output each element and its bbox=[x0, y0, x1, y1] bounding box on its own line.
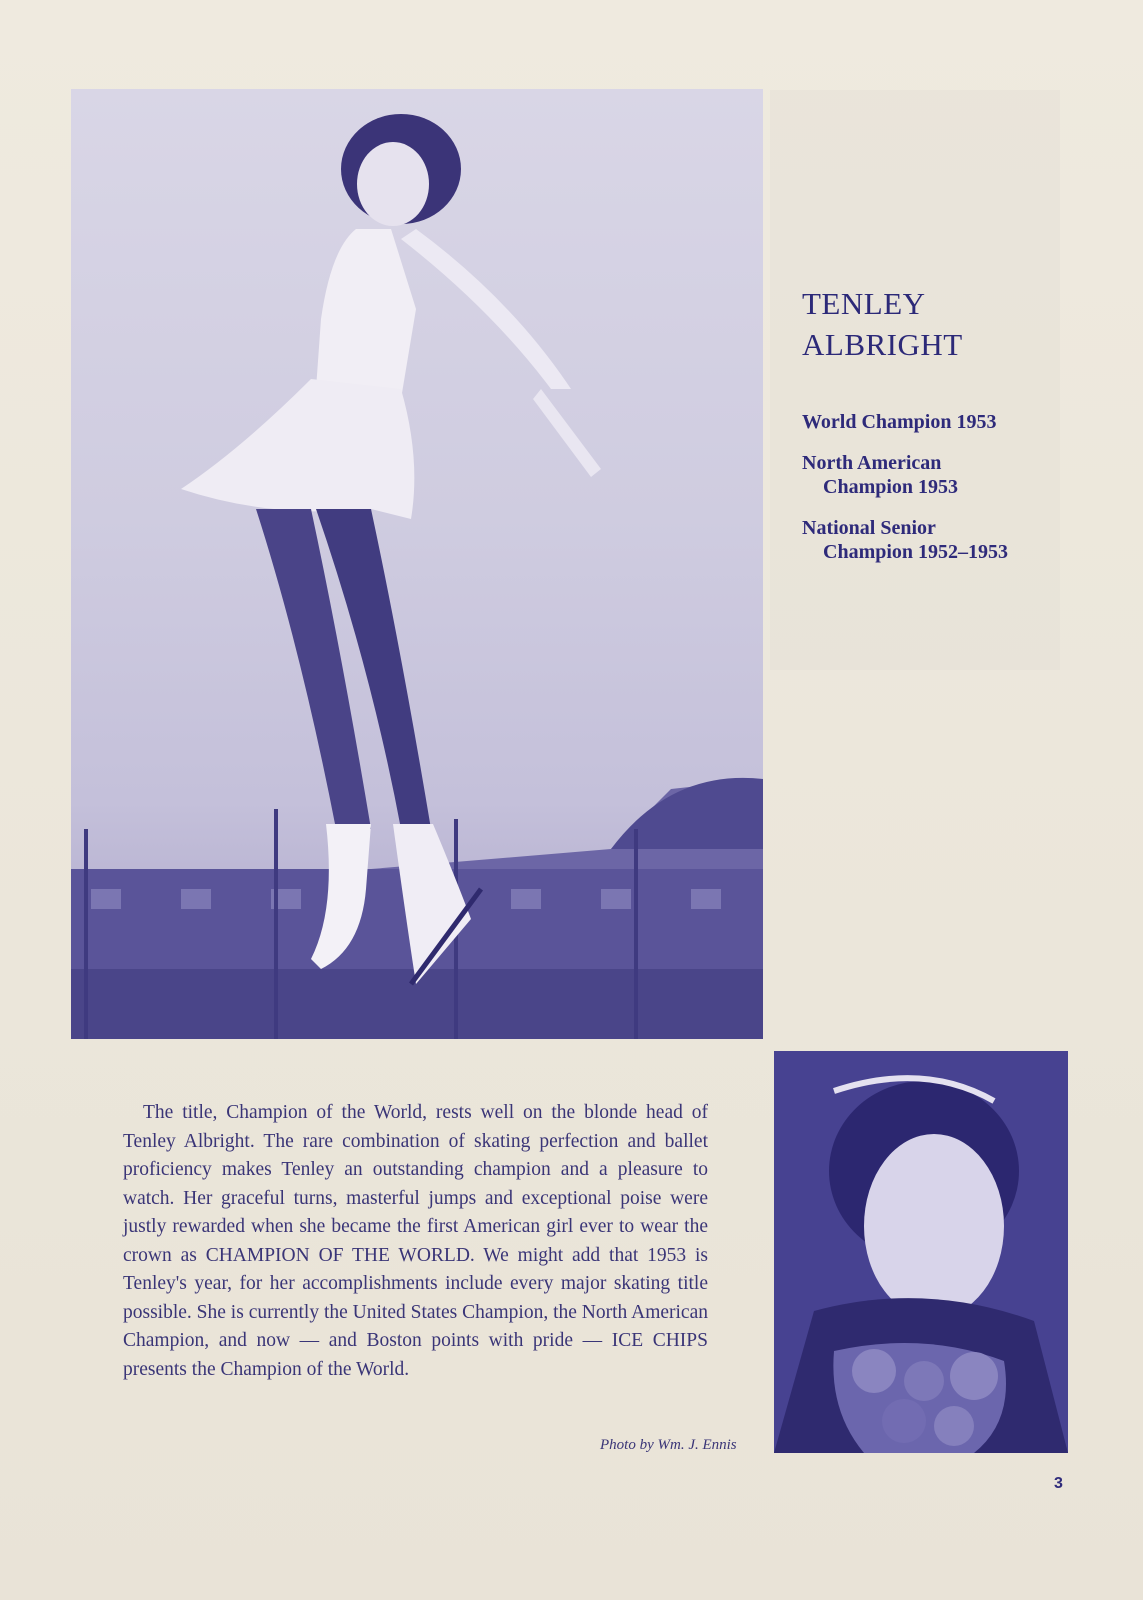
championship-list bbox=[802, 410, 1102, 581]
skater-jump-photo bbox=[71, 89, 763, 1039]
page-number: 3 bbox=[1054, 1475, 1063, 1492]
portrait-photo bbox=[774, 1051, 1068, 1453]
championship-item bbox=[802, 516, 1102, 565]
championship-line-2: Champion 1952–1953 bbox=[823, 541, 1009, 563]
championship-item bbox=[802, 410, 1102, 435]
page-title bbox=[802, 283, 1082, 365]
article-paragraph: The title, Champion of the World, rests well on the blonde head of Tenley Albright. The rare combination of skating perfection and ballet proficiency makes Tenley an outstanding champion and a pleasure to watch. Her graceful turns, masterful jumps and exceptional poise were justly rewarded when she became the first American girl ever to wear the crown as CHAMPION OF THE WORLD. We might add that 1953 is Tenley's year, for her accomplishments include every major skating title possible. She is currently the United States Champion, the North American Champion, and now — and Boston points with pride — ICE CHIPS presents the Champion of the World. bbox=[123, 1102, 708, 1380]
title-line-2: ALBRIGHT bbox=[802, 327, 963, 362]
title-line-1: TENLEY bbox=[802, 286, 926, 321]
show-through-shadow bbox=[770, 90, 1060, 670]
championship-line: North American bbox=[802, 451, 942, 474]
championship-line-2: Champion 1953 bbox=[823, 476, 959, 498]
championship-item bbox=[802, 451, 1102, 500]
championship-line: National Senior bbox=[802, 516, 936, 539]
article-body bbox=[123, 1099, 708, 1384]
championship-line: World Champion 1953 bbox=[802, 411, 997, 433]
photo-credit: Photo by Wm. J. Ennis bbox=[600, 1437, 737, 1453]
